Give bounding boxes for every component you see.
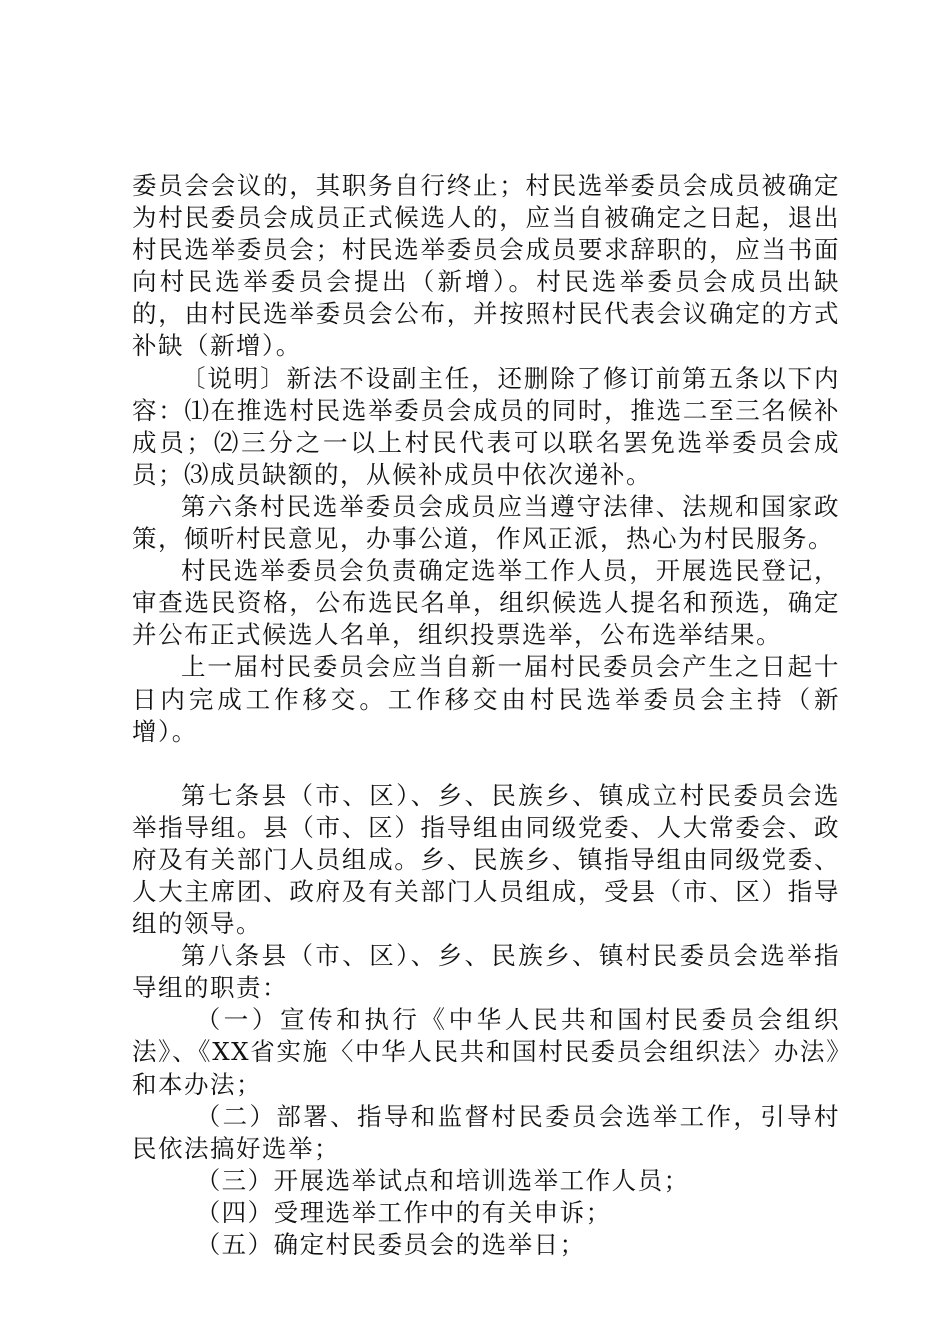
paragraph-explanation: 〔说明〕新法不设副主任，还删除了修订前第五条以下内容：⑴在推选村民选举委员会成员的同时，推选二至三名候补成员；⑵三分之一以上村民代表可以联名罢免选举委员会成员；⑶成员缺额的，从候补成员中依次递补。: [132, 363, 840, 489]
paragraph-article-6: 第六条村民选举委员会成员应当遵守法律、法规和国家政策，倾听村民意见，办事公道，作风正派，热心为村民服务。: [132, 491, 840, 554]
paragraph-article-7: 第七条县（市、区）、乡、民族乡、镇成立村民委员会选举指导组。县（市、区）指导组由同级党委、人大常委会、政府及有关部门人员组成。乡、民族乡、镇指导组由同级党委、人大主席团、政府及有关部门人员组成，受县（市、区）指导组的领导。: [132, 780, 840, 939]
list-item-3: （三）开展选举试点和培训选举工作人员；: [195, 1165, 690, 1195]
list-item-1: （一）宣传和执行《中华人民共和国村民委员会组织法》、《XX省实施〈中华人民共和国村民委员会组织法〉办法》和本办法；: [132, 1005, 840, 1099]
paragraph-continuation: 委员会会议的，其职务自行终止；村民选举委员会成员被确定为村民委员会成员正式候选人的，应当自被确定之日起，退出村民选举委员会；村民选举委员会成员要求辞职的，应当书面向村民选举委员会提出（新增）。村民选举委员会成员出缺的，由村民选举委员会公布，并按照村民代表会议确定的方式补缺（新增）。: [132, 171, 840, 361]
paragraph-spacer: [132, 748, 840, 780]
list-item-2: （二）部署、指导和监督村民委员会选举工作，引导村民依法搞好选举；: [132, 1101, 840, 1163]
paragraph-article-8: 第八条县（市、区）、乡、民族乡、镇村民委员会选举指导组的职责：: [132, 941, 840, 1003]
document-body: [132, 170, 840, 1261]
list-item-4: （四）受理选举工作中的有关申诉；: [195, 1197, 612, 1227]
paragraph-handover: 上一届村民委员会应当自新一届村民委员会产生之日起十日内完成工作移交。工作移交由村民选举委员会主持（新增）。: [132, 652, 840, 746]
list-item-5: （五）确定村民委员会的选举日；: [195, 1230, 586, 1259]
paragraph-committee-duties: 村民选举委员会负责确定选举工作人员，开展选民登记，审查选民资格，公布选民名单，组织候选人提名和预选，确定并公布正式候选人名单，组织投票选举，公布选举结果。: [132, 556, 840, 650]
